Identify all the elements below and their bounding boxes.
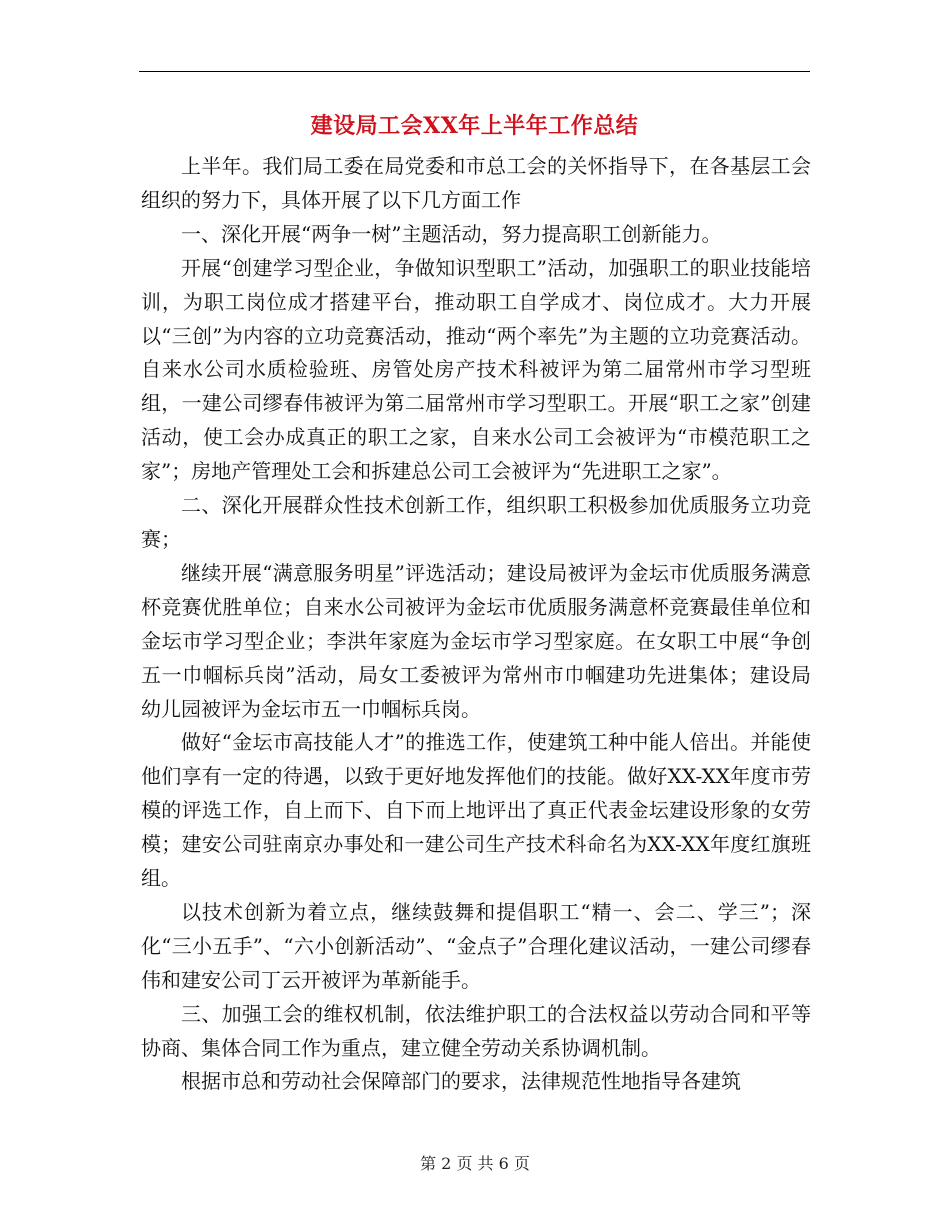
paragraph-section-3-heading: 三、加强工会的维权机制，依法维护职工的合法权益以劳动合同和平等协商、集体合同工作为重点，建立健全劳动关系协调机制。	[141, 1001, 811, 1060]
paragraph-section-3-body: 根据市总和劳动社会保障部门的要求，法律规范性地指导各建筑	[181, 1069, 741, 1094]
paragraph-section-1-body: 开展“创建学习型企业，争做知识型职工”活动，加强职工的职业技能培训，为职工岗位成才搭建平台，推动职工自学成才、岗位成才。大力开展以“三创”为内容的立功竞赛活动，推动“两个率先”为主题的立功竞赛活动。自来水公司水质检验班、房管处房产技术科被评为第二届常州市学习型班组，一建公司缪春伟被评为第二届常州市学习型职工。开展“职工之家”创建活动，使工会办成真正的职工之家，自来水公司工会被评为“市模范职工之家”；房地产管理处工会和拆建总公司工会被评为“先进职工之家”。	[141, 255, 811, 484]
paragraph-intro: 上半年。我们局工委在局党委和市总工会的关怀指导下，在各基层工会组织的努力下，具体开展了以下几方面工作	[141, 154, 811, 212]
paragraph-section-2-heading: 二、深化开展群众性技术创新工作，组织职工积极参加优质服务立功竞赛；	[141, 493, 811, 551]
page-number: 第 2 页 共 6 页	[420, 1154, 530, 1173]
paragraph-section-2-body-b: 做好“金坛市高技能人才”的推选工作，使建筑工种中能人倍出。并能使他们享有一定的待遇，以致于更好地发挥他们的技能。做好XX-XX年度市劳模的评选工作，自上而下、自下而上地评出了真正代表金坛建设形象的女劳模；建安公司驻南京办事处和一建公司生产技术科命名为XX-XX年度红旗班组。	[141, 730, 811, 891]
paragraph-section-2-body-c: 以技术创新为着立点，继续鼓舞和提倡职工“精一、会二、学三”；深化“三小五手”、“六小创新活动”、“金点子”合理化建议活动，一建公司缪春伟和建安公司丁云开被评为革新能手。	[141, 899, 811, 992]
paragraph-section-1-heading: 一、深化开展“两争一树”主题活动，努力提高职工创新能力。	[181, 221, 722, 246]
document-title: 建设局工会XX年上半年工作总结	[310, 113, 639, 139]
header-rule	[139, 71, 810, 72]
paragraph-section-2-body-a: 继续开展“满意服务明星”评选活动；建设局被评为金坛市优质服务满意杯竞赛优胜单位；自来水公司被评为金坛市优质服务满意杯竞赛最佳单位和金坛市学习型企业；李洪年家庭为金坛市学习型家庭。在女职工中展“争创五一巾帼标兵岗”活动，局女工委被评为常州市巾帼建功先进集体；建设局幼儿园被评为金坛市五一巾帼标兵岗。	[141, 560, 811, 721]
document-body	[141, 150, 811, 1099]
